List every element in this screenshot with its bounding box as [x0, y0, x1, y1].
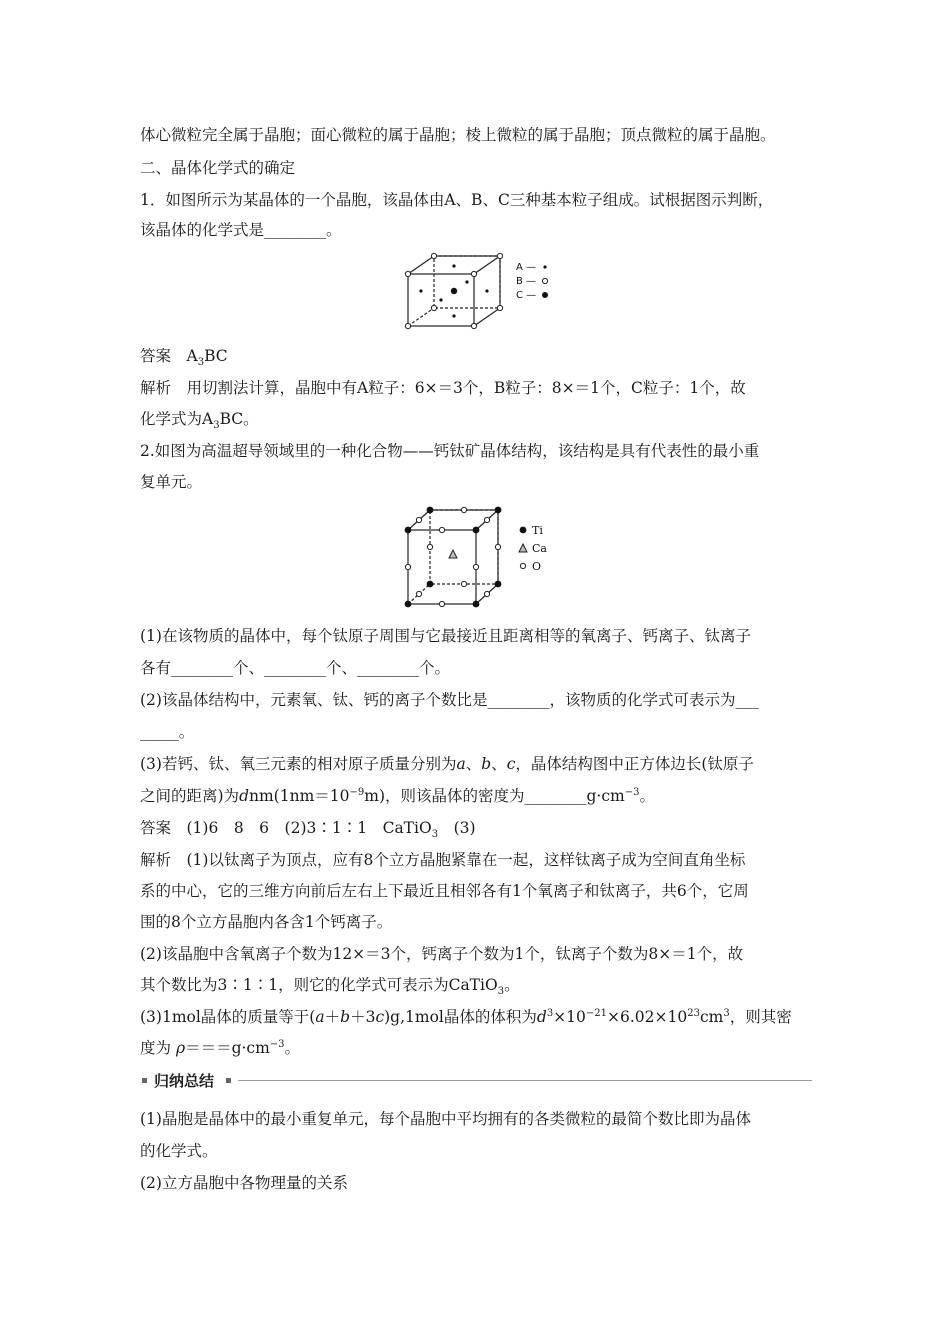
crystal-cell-figure-1 [400, 250, 570, 334]
analysis-1: 解析 用切割法计算，晶胞中有A粒子：6×＝3个，B粒子：8×＝1个，C粒子：1个，故 [140, 379, 746, 397]
text-line: 之间的距离)为$dnm(1nm=10^{-9}m)$，则该晶体的密度为$\_\_\_\_\_\_\_\_g\cdot cm^{-3}$。 [140, 786, 655, 805]
text-line: (3)1mol晶体的质量等于(a＋b＋3c)g,1mol晶体的体积为$d^3\times 10^{-21}\times 6.02\times 10^{23}cm^3$，则其密 [140, 1007, 792, 1026]
answer-1: 答案 $A_3BC$ [140, 347, 228, 369]
text-line: (2)该晶胞中含氧离子个数为12×＝3个，钙离子个数为1个，钛离子个数为8×＝1个，故 [140, 945, 744, 963]
analysis-2: 解析 (1)以钛离子为顶点，应有8个立方晶胞紧靠在一起，这样钛离子成为空间直角坐标 [140, 851, 746, 869]
question-1: 1．如图所示为某晶体的一个晶胞，该晶体由A、B、C三种基本粒子组成。试根据图示判断， [140, 191, 774, 209]
section-heading: 二、晶体化学式的确定 [140, 159, 296, 177]
summary-header [140, 1068, 812, 1092]
text-line: 围的8个立方晶胞内各含1个钙离子。 [140, 913, 393, 931]
text-line: _____。 [140, 723, 195, 741]
sub-question-3: (3)若钙、钛、氧三元素的相对原子质量分别为a、b、c，晶体结构图中正方体边长(钛原子 [140, 755, 754, 773]
legend-c-label: C — [516, 290, 537, 301]
perovskite-cell-figure-2 [398, 500, 558, 612]
text-line: 的化学式。 [140, 1142, 218, 1160]
legend-a-label: A — [516, 262, 537, 273]
text-line: 该晶体的化学式是________。 [140, 221, 342, 239]
legend-o-label: O [532, 560, 542, 573]
text-line: 其个数比为3∶1∶1，则它的化学式可表示为CaTiO$_3$。 [140, 976, 520, 998]
sub-question-2: (2)该晶体结构中，元素氧、钛、钙的离子个数比是________，该物质的化学式可表示为___ [140, 691, 759, 709]
text-line: 复单元。 [140, 473, 203, 491]
question-2: 2.如图为高温超导领域里的一种化合物——钙钛矿晶体结构，该结构是具有代表性的最小重 [140, 442, 760, 460]
text-line: 系的中心，它的三维方向前后左右上下最近且相邻各有1个氧离子和钛离子，共6个，它周 [140, 882, 749, 900]
text-line: 度为 $\rho===g\cdot cm^{-3}$。 [140, 1038, 301, 1057]
text-line: 体心微粒完全属于晶胞；面心微粒的属于晶胞；棱上微粒的属于晶胞；顶点微粒的属于晶胞。 [140, 126, 776, 144]
legend-ti-label: Ti [532, 524, 543, 537]
square-bullet-icon [226, 1078, 231, 1083]
answer-2: 答案 (1)6 8 6 (2)3∶1∶1 CaTiO$_3$ (3) [140, 819, 476, 841]
square-bullet-icon [142, 1078, 147, 1083]
summary-point-2: (2)立方晶胞中各物理量的关系 [140, 1174, 348, 1192]
text-line: 各有________个、________个、________个。 [140, 659, 451, 677]
text-line: 化学式为$A_3BC$。 [140, 410, 259, 432]
summary-title: 归纳总结 [154, 1072, 215, 1090]
legend-ca-label: Ca [532, 542, 547, 555]
sub-question-1: (1)在该物质的晶体中，每个钛原子周围与它最接近且距离相等的氧离子、钙离子、钛离子 [140, 627, 751, 645]
divider [238, 1080, 812, 1081]
legend-b-label: B — [516, 276, 537, 287]
summary-point-1: (1)晶胞是晶体中的最小重复单元，每个晶胞中平均拥有的各类微粒的最简个数比即为晶体 [140, 1110, 751, 1128]
